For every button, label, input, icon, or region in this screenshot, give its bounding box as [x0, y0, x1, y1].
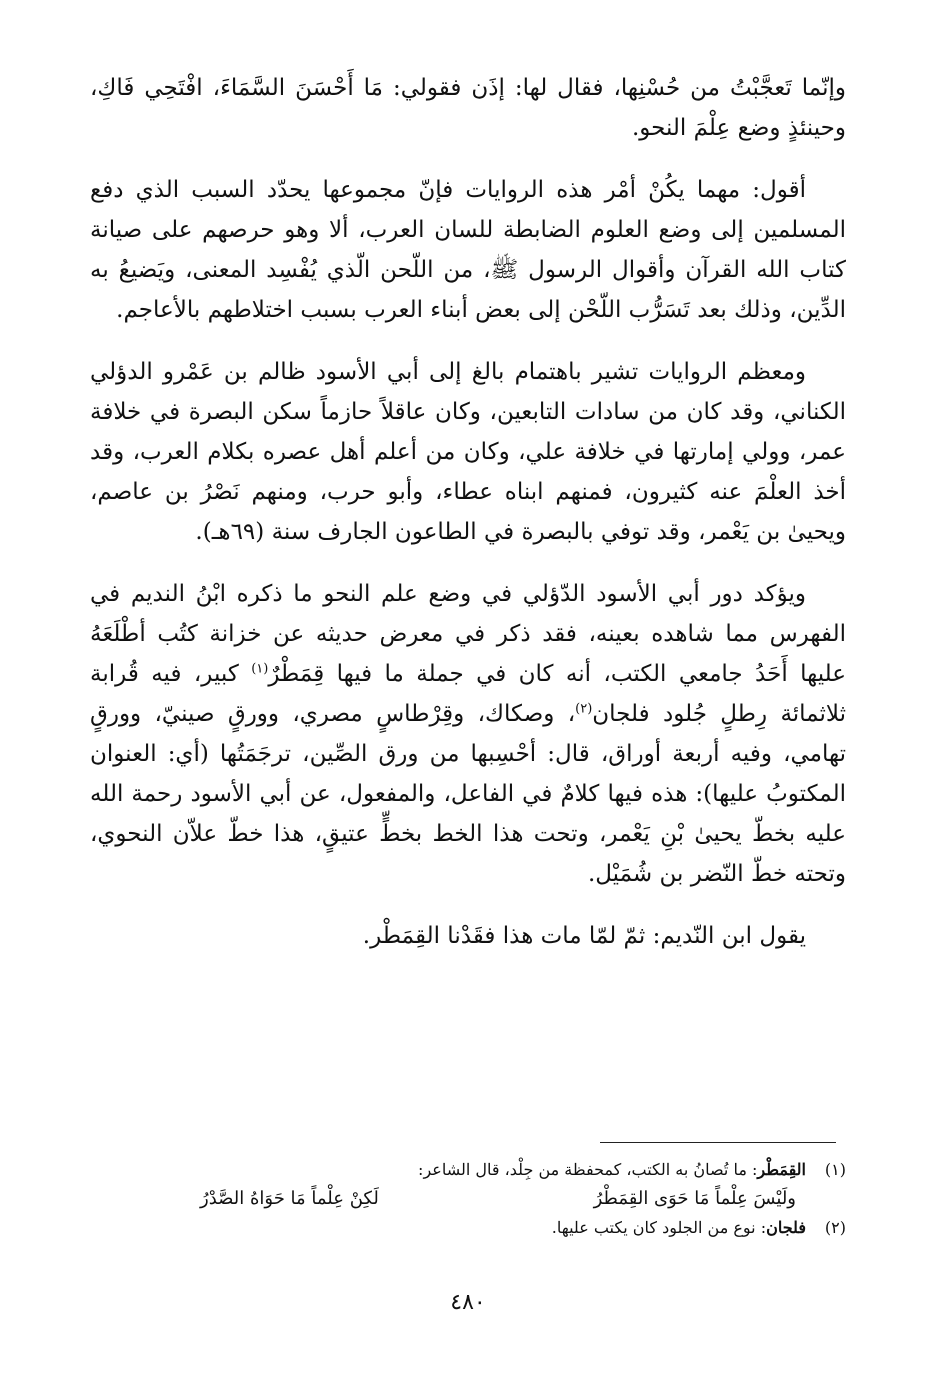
verse-second-hemistich: لَكِنْ عِلْماً مَا حَوَاهُ الصَّدْرُ [200, 1188, 379, 1209]
page-number: ٤٨٠ [450, 1290, 486, 1315]
footnote-1 [90, 1156, 846, 1184]
footnote-2-number: (٢) [824, 1218, 846, 1237]
paragraph-4-middle: كبير، فيه قُرابة ثلاثمائة رِطلٍ جُلود فلجان [90, 661, 847, 727]
main-text [90, 68, 846, 956]
paragraph-4-start: ويؤكد دور أبي الأسود الدّؤلي في وضع علم النحو ما ذكره ابْنُ النديم في الفهرس مما شاهده بعينه، فقد ذكر في معرض حديثه عن خزانة كتُب أطْلَعَهُ عليها أَحَدُ جامعي الكتب، أنه كان في جملة ما فيها قِمَطْرٌ [90, 581, 847, 687]
paragraph-3: ومعظم الروايات تشير باهتمام بالغ إلى أبي الأسود ظالم بن عَمْرو الدؤلي الكناني، وقد كان من سادات التابعين، وكان عاقلاً حازماً سكن البصرة في خلافة عمر، وولي إمارتها في خلافة علي، وكان من أعلم أهل عصره بكلام العرب، وقد أخذ العلْمَ عنه كثيرون، فمنهم ابناه عطاء، وأبو حرب، ومنهم نَصْرُ بن عاصم، ويحيىٰ بن يَعْمر، وقد توفي بالبصرة في الطاعون الجارف سنة (٦٩هـ). [90, 359, 846, 545]
footnote-1-text: : ما تُصانُ به الكتب، كمحفظة من جِلْد، قال الشاعر: [418, 1160, 758, 1179]
footnote-2-term: فلجان [766, 1218, 806, 1237]
footnote-ref-2[interactable]: (٢) [575, 701, 593, 717]
paragraph-4 [90, 574, 846, 894]
footnote-1-verse [90, 1184, 846, 1214]
footnote-2 [90, 1214, 846, 1242]
footnote-1-term: القِمَطْر [757, 1160, 806, 1179]
paragraph-1: وإنّما تَعجَّبْتُ من حُسْنِها، فقال لها: إذَن فقولي: مَا أَحْسَنَ السَّمَاءَ، افْتَحِي فَاكِ، وحينئذٍ وضع عِلْمَ النحو. [90, 75, 846, 141]
footnotes [90, 1156, 846, 1242]
footnote-ref-1[interactable]: (١) [251, 661, 269, 677]
verse-first-hemistich: ولَيْسَ عِلْماً مَا حَوَى القِمَطْرُ [593, 1188, 796, 1209]
footnote-divider [600, 1142, 836, 1143]
paragraph-5: يقول ابن النّديم: ثمّ لمّا مات هذا فقَدْنا القِمَطْر. [362, 923, 806, 949]
paragraph-2: أقول: مهما يكُنْ أمْر هذه الروايات فإنّ مجموعها يحدّد السبب الذي دفع المسلمين إلى وضع العلوم الضابطة للسان العرب، ألا وهو حرصهم على صيانة كتاب الله القرآن وأقوال الرسول ﷺ، من اللّحن الّذي يُفْسِد المعنى، ويَضيعُ به الدِّين، وذلك بعد تَسَرُّب اللّحْن إلى بعض أبناء العرب بسبب اختلاطهم بالأعاجم. [90, 177, 846, 323]
footnote-1-number: (١) [824, 1160, 846, 1179]
paragraph-4-end: ، وصكاك، وقِرْطاسٍ مصري، وورقٍ صينيّ، وورقٍ تهامي، وفيه أربعة أوراق، قال: أحْسِبها من ورق الصِّين، ترجَمَتُها (أي: العنوان المكتوبُ عليها): هذه فيها كلامٌ في الفاعل، والمفعول، عن أبي الأسود رحمة الله عليه بخطّ يحيىٰ بْنِ يَعْمر، وتحت هذا الخط بخطٍّ عتيقٍ، هذا خطّ علاّن النحوي، وتحته خطّ النّضر بن شُمَيْل. [90, 701, 846, 887]
footnote-2-text: : نوع من الجلود كان يكتب عليها. [551, 1218, 767, 1237]
